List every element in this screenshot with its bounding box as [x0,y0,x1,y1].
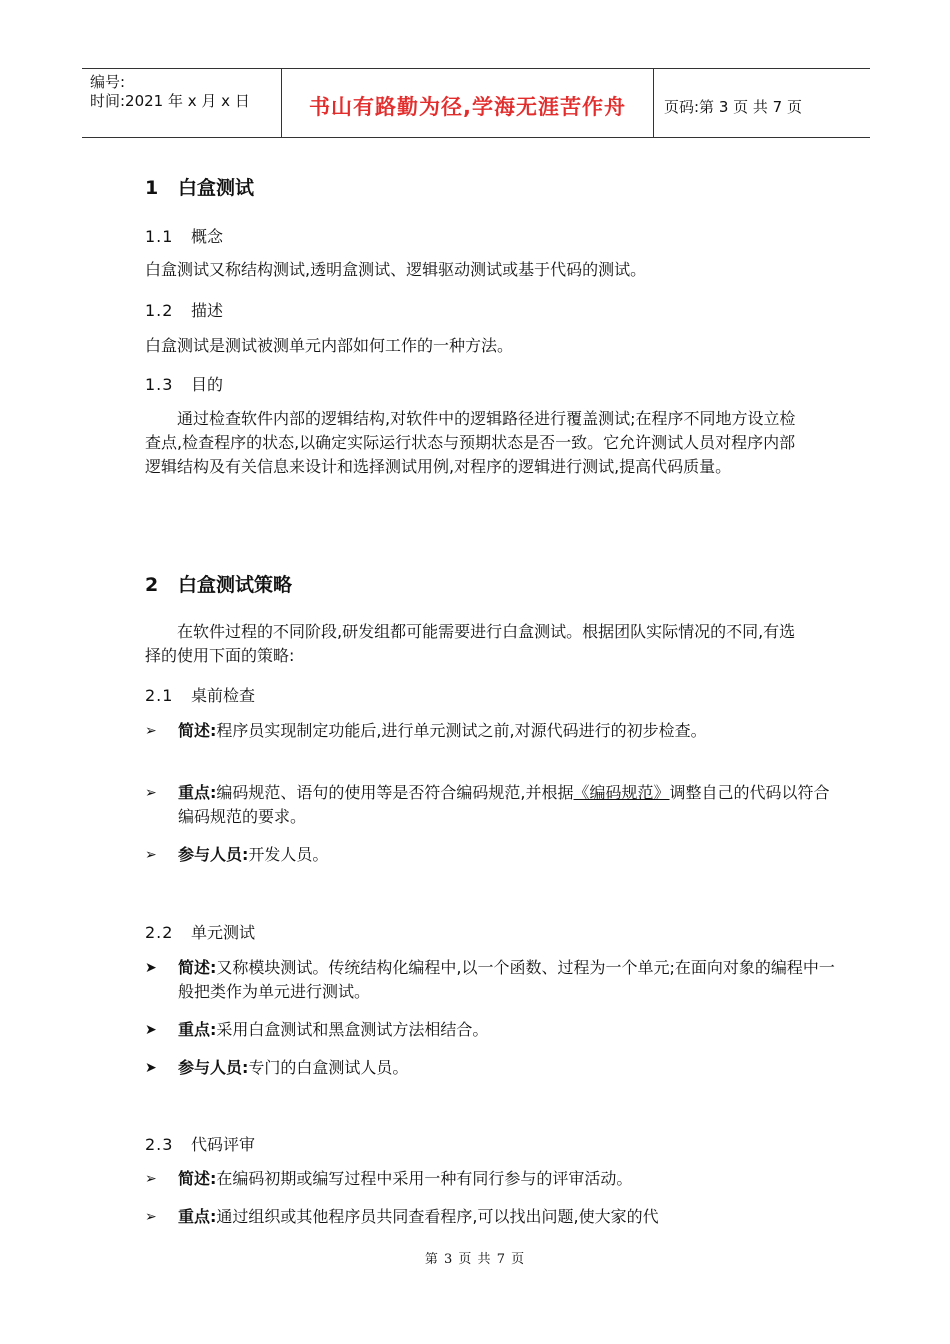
arrow-bullet-icon: ➢ [145,723,157,739]
subsection-title: 桌前检查 [191,686,256,705]
subsection-number: 1.2 [145,301,174,320]
bullet-text: 又称模块测试。传统结构化编程中,以一个函数、过程为一个单元;在面向对象的编程中一般把类作为单元进行测试。 [178,958,835,1001]
arrow-bullet-icon: ➤ [145,1060,157,1076]
bullet-label: 重点: [178,783,217,802]
bullet-text: 程序员实现制定功能后,进行单元测试之前,对源代码进行的初步检查。 [216,721,707,740]
bullet-text: 编码规范、语句的使用等是否符合编码规范,并根据 [216,783,574,802]
bullet-label: 参与人员: [178,845,249,864]
header-motto: 书山有路勤为径,学海无涯苦作舟 [282,69,654,137]
subsection-title: 描述 [191,301,224,320]
bullet-label: 简述: [178,1169,217,1188]
paragraph-concept: 白盒测试又称结构测试,透明盒测试、逻辑驱动测试或基于代码的测试。 [145,260,647,279]
subsection-2-2-heading [145,920,255,943]
bullet-label: 参与人员: [178,1058,249,1077]
arrow-bullet-icon: ➢ [145,785,157,801]
subsection-1-3-heading [145,372,223,395]
list-item [145,719,835,743]
coding-standard-link[interactable]: 《编码规范》 [573,783,670,802]
bullet-text: 专门的白盒测试人员。 [248,1058,409,1077]
header-meta [82,69,282,137]
section-number: 2 [145,574,159,596]
subsection-1-2-heading [145,298,223,321]
arrow-bullet-icon: ➢ [145,847,157,863]
number-label: 编号: [90,73,126,91]
list-item [145,1056,835,1080]
section-title: 白盒测试 [178,177,255,199]
list-item [145,843,835,867]
bullet-text: 通过组织或其他程序员共同查看程序,可以找出问题,使大家的代 [216,1207,659,1226]
bullet-label: 重点: [178,1207,217,1226]
list-item [145,956,835,1004]
bullet-label: 重点: [178,1020,217,1039]
subsection-number: 2.2 [145,923,174,942]
bullet-text: 开发人员。 [248,845,329,864]
subsection-title: 代码评审 [191,1135,256,1154]
subsection-2-1-heading [145,683,255,706]
arrow-bullet-icon: ➤ [145,1022,157,1038]
list-item [145,1205,835,1229]
paragraph-strategy-intro: 在软件过程的不同阶段,研发组都可能需要进行白盒测试。根据团队实际情况的不同,有选择的使用下面的策略: [145,622,796,665]
section-2-heading [145,570,292,597]
time-label: 时间:2021 年 x 月 x 日 [90,92,250,110]
subsection-title: 目的 [191,375,224,394]
header-page-label: 页码:第 3 页 共 7 页 [664,97,802,116]
subsection-2-3-heading [145,1132,255,1155]
subsection-number: 1.1 [145,227,174,246]
section-number: 1 [145,177,159,199]
list-item [145,1018,835,1042]
list-item [145,1167,835,1191]
page-header [82,68,870,138]
page-footer: 第 3 页 共 7 页 [424,1252,526,1267]
subsection-number: 2.1 [145,686,174,705]
arrow-bullet-icon: ➢ [145,1209,157,1225]
subsection-title: 单元测试 [191,923,256,942]
paragraph-purpose: 通过检查软件内部的逻辑结构,对软件中的逻辑路径进行覆盖测试;在程序不同地方设立检查点,检查程序的状态,以确定实际运行状态与预期状态是否一致。它允许测试人员对程序内部逻辑结构及有关信息来设计和选择测试用例,对程序的逻辑进行测试,提高代码质量。 [145,409,796,476]
list-item [145,781,835,829]
bullet-text-continued: 调整自己的代码以符合编码规范的要求。 [178,783,830,826]
bullet-label: 简述: [178,958,217,977]
paragraph-description: 白盒测试是测试被测单元内部如何工作的一种方法。 [145,336,514,355]
bullet-text: 采用白盒测试和黑盒测试方法相结合。 [216,1020,489,1039]
section-1-heading [145,173,254,200]
arrow-bullet-icon: ➤ [145,960,157,976]
arrow-bullet-icon: ➢ [145,1171,157,1187]
subsection-number: 2.3 [145,1135,174,1154]
subsection-number: 1.3 [145,375,174,394]
bullet-text: 在编码初期或编写过程中采用一种有同行参与的评审活动。 [216,1169,633,1188]
section-title: 白盒测试策略 [178,574,293,596]
subsection-1-1-heading [145,224,223,247]
bullet-label: 简述: [178,721,217,740]
subsection-title: 概念 [191,227,224,246]
